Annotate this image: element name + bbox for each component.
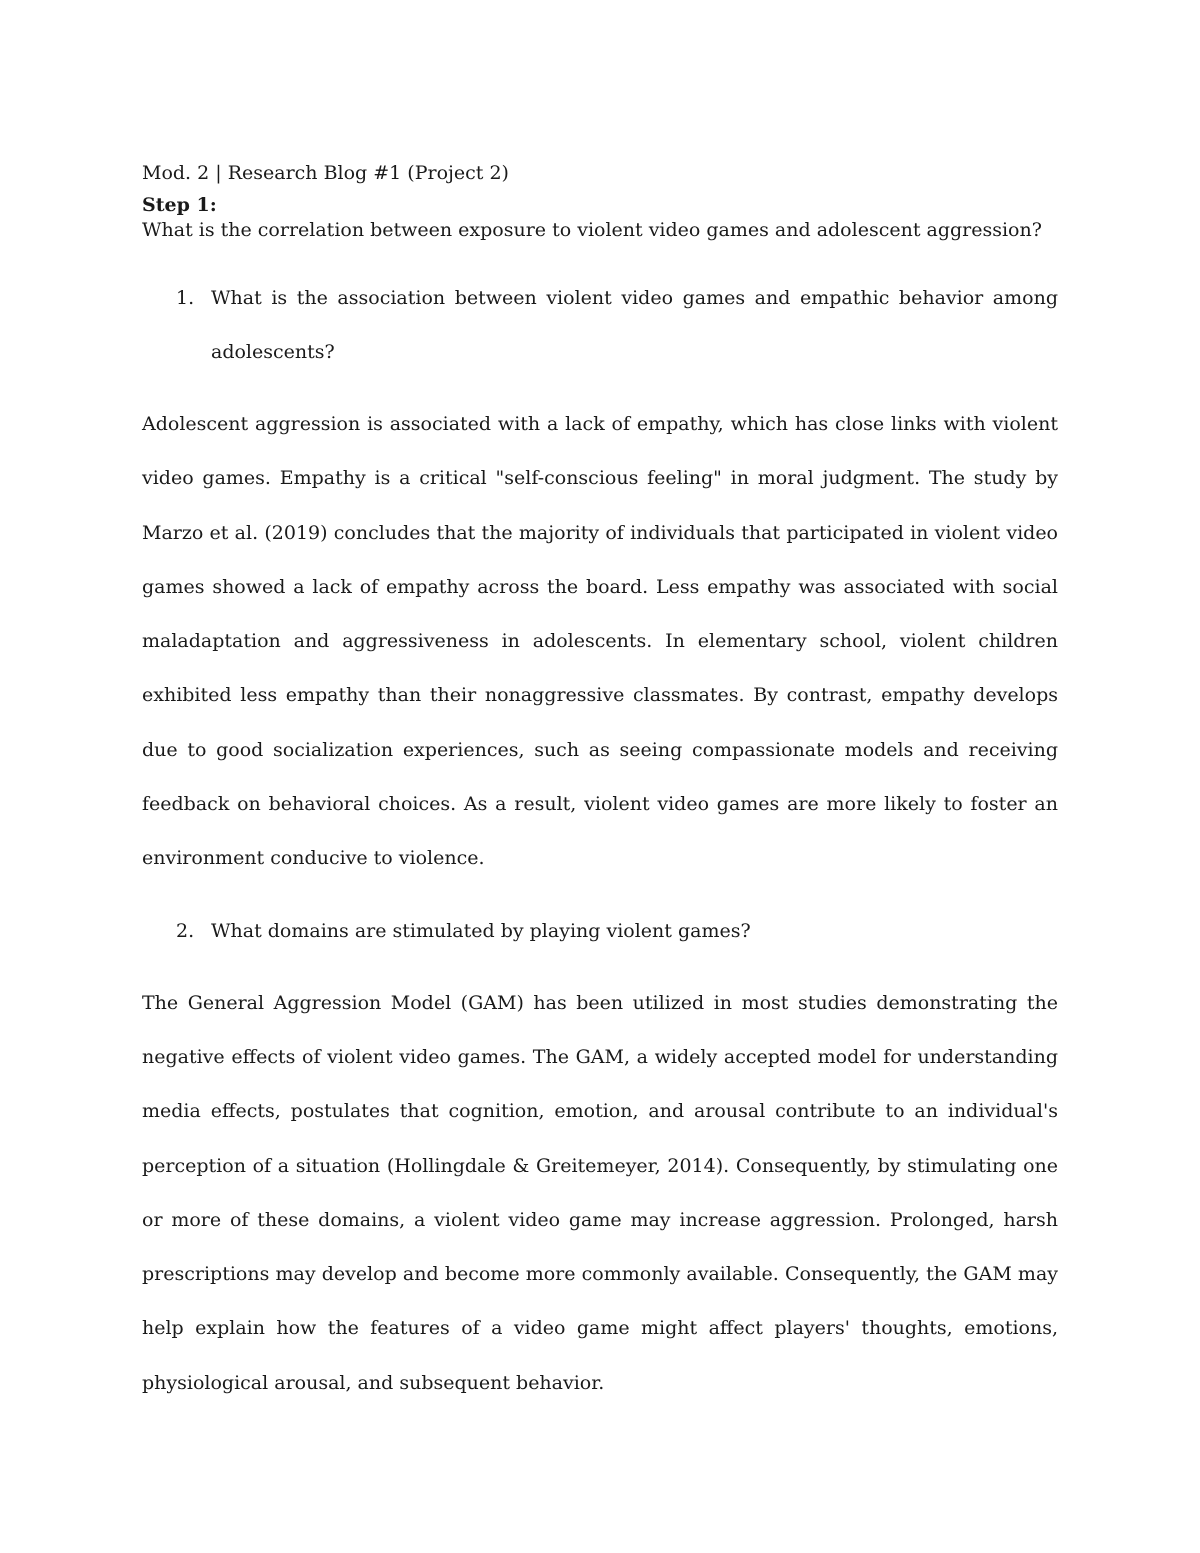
answer-paragraph-1: Adolescent aggression is associated with a lack of empathy, which has close links with violent video games. Empathy is a critical "self-conscious feeling" in moral judgment. The study by Marzo et al. (2019) concludes that the majority of individuals that participated in violent video games showed a lack of empathy across the board. Less empathy was associated with social maladaptation and aggressiveness in adolescents. In elementary school, violent children exhibited less empathy than their nonaggressive classmates. By contrast, empathy develops due to good socialization experiences, such as seeing compassionate models and receiving feedback on behavioral choices. As a result, violent video games are more likely to foster an environment conducive to violence. <box>142 413 1058 870</box>
document-page <box>142 160 1058 1410</box>
main-research-question: What is the correlation between exposure to violent video games and adolescent aggression? <box>142 219 1042 241</box>
question-1-text: What is the association between violent video games and empathic behavior among adolescents? <box>211 287 1058 363</box>
answer-paragraph-2: The General Aggression Model (GAM) has been utilized in most studies demonstrating the negative effects of violent video games. The GAM, a widely accepted model for understanding media effects, postulates that cognition, emotion, and arousal contribute to an individual's perception of a situation (Hollingdale & Greitemeyer, 2014). Consequently, by stimulating one or more of these domains, a violent video game may increase aggression. Prolonged, harsh prescriptions may develop and become more commonly available. Consequently, the GAM may help explain how the features of a video game might affect players' thoughts, emotions, physiological arousal, and subsequent behavior. <box>142 991 1058 1394</box>
question-2 <box>142 904 1058 958</box>
question-2-text: What domains are stimulated by playing violent games? <box>211 919 751 942</box>
question-1-number: 1. <box>176 287 195 309</box>
question-2-number: 2. <box>176 919 195 942</box>
question-1 <box>142 271 1058 379</box>
step-label: Step 1: <box>142 194 217 216</box>
document-title: Mod. 2 | Research Blog #1 (Project 2) <box>142 162 509 184</box>
